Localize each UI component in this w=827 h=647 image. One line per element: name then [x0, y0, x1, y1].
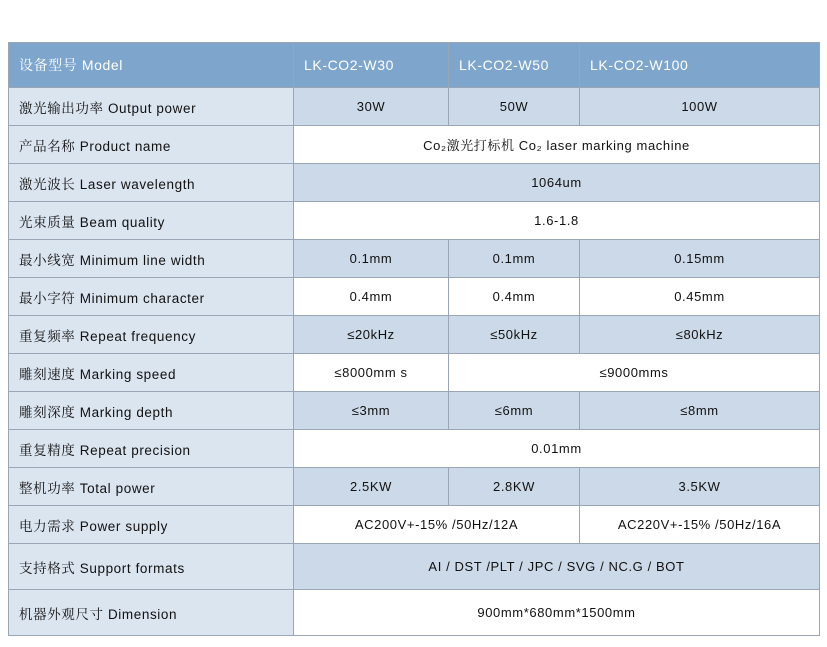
- cell-min-line-width-w100: 0.15mm: [580, 240, 820, 278]
- row-label-support-formats: 支持格式 Support formats: [9, 544, 294, 590]
- cell-repeat-frequency-w50: ≤50kHz: [449, 316, 580, 354]
- cell-repeat-precision: 0.01mm: [294, 430, 820, 468]
- cell-marking-depth-w100: ≤8mm: [580, 392, 820, 430]
- header-w100: LK-CO2-W100: [580, 43, 820, 88]
- cell-min-line-width-w30: 0.1mm: [294, 240, 449, 278]
- row-label-repeat-frequency: 重复频率 Repeat frequency: [9, 316, 294, 354]
- row-label-output-power: 激光输出功率 Output power: [9, 88, 294, 126]
- table-row: [9, 126, 820, 164]
- cell-output-power-w30: 30W: [294, 88, 449, 126]
- table-row: [9, 506, 820, 544]
- cell-min-character-w100: 0.45mm: [580, 278, 820, 316]
- cell-total-power-w50: 2.8KW: [449, 468, 580, 506]
- cell-repeat-frequency-w30: ≤20kHz: [294, 316, 449, 354]
- header-model: 设备型号 Model: [9, 43, 294, 88]
- table-row: [9, 590, 820, 636]
- table-row: [9, 316, 820, 354]
- specification-table: [8, 42, 820, 636]
- header-w50: LK-CO2-W50: [449, 43, 580, 88]
- cell-power-supply-left: AC200V+-15% /50Hz/12A: [294, 506, 580, 544]
- table-row: [9, 278, 820, 316]
- table-row: [9, 202, 820, 240]
- cell-output-power-w50: 50W: [449, 88, 580, 126]
- table-row: [9, 392, 820, 430]
- row-label-total-power: 整机功率 Total power: [9, 468, 294, 506]
- spec-table-container: [8, 42, 819, 636]
- row-label-beam-quality: 光束质量 Beam quality: [9, 202, 294, 240]
- row-label-laser-wavelength: 激光波长 Laser wavelength: [9, 164, 294, 202]
- cell-support-formats: AI / DST /PLT / JPC / SVG / NC.G / BOT: [294, 544, 820, 590]
- cell-min-character-w30: 0.4mm: [294, 278, 449, 316]
- cell-output-power-w100: 100W: [580, 88, 820, 126]
- table-row: [9, 468, 820, 506]
- header-w30: LK-CO2-W30: [294, 43, 449, 88]
- cell-laser-wavelength: 1064um: [294, 164, 820, 202]
- cell-power-supply-right: AC220V+-15% /50Hz/16A: [580, 506, 820, 544]
- row-label-power-supply: 电力需求 Power supply: [9, 506, 294, 544]
- table-header-row: [9, 43, 820, 88]
- cell-min-character-w50: 0.4mm: [449, 278, 580, 316]
- row-label-repeat-precision: 重复精度 Repeat precision: [9, 430, 294, 468]
- row-label-min-character: 最小字符 Minimum character: [9, 278, 294, 316]
- table-row: [9, 544, 820, 590]
- cell-total-power-w30: 2.5KW: [294, 468, 449, 506]
- table-row: [9, 88, 820, 126]
- table-row: [9, 354, 820, 392]
- table-row: [9, 240, 820, 278]
- cell-beam-quality: 1.6-1.8: [294, 202, 820, 240]
- row-label-marking-depth: 雕刻深度 Marking depth: [9, 392, 294, 430]
- cell-marking-depth-w50: ≤6mm: [449, 392, 580, 430]
- cell-marking-speed-w30: ≤8000mm s: [294, 354, 449, 392]
- row-label-product-name: 产品名称 Product name: [9, 126, 294, 164]
- cell-repeat-frequency-w100: ≤80kHz: [580, 316, 820, 354]
- cell-dimension: 900mm*680mm*1500mm: [294, 590, 820, 636]
- cell-marking-speed-w50-w100: ≤9000mms: [449, 354, 820, 392]
- cell-product-name: Co₂激光打标机 Co₂ laser marking machine: [294, 126, 820, 164]
- row-label-dimension: 机器外观尺寸 Dimension: [9, 590, 294, 636]
- row-label-min-line-width: 最小线宽 Minimum line width: [9, 240, 294, 278]
- cell-marking-depth-w30: ≤3mm: [294, 392, 449, 430]
- row-label-marking-speed: 雕刻速度 Marking speed: [9, 354, 294, 392]
- table-row: [9, 164, 820, 202]
- table-row: [9, 430, 820, 468]
- cell-min-line-width-w50: 0.1mm: [449, 240, 580, 278]
- cell-total-power-w100: 3.5KW: [580, 468, 820, 506]
